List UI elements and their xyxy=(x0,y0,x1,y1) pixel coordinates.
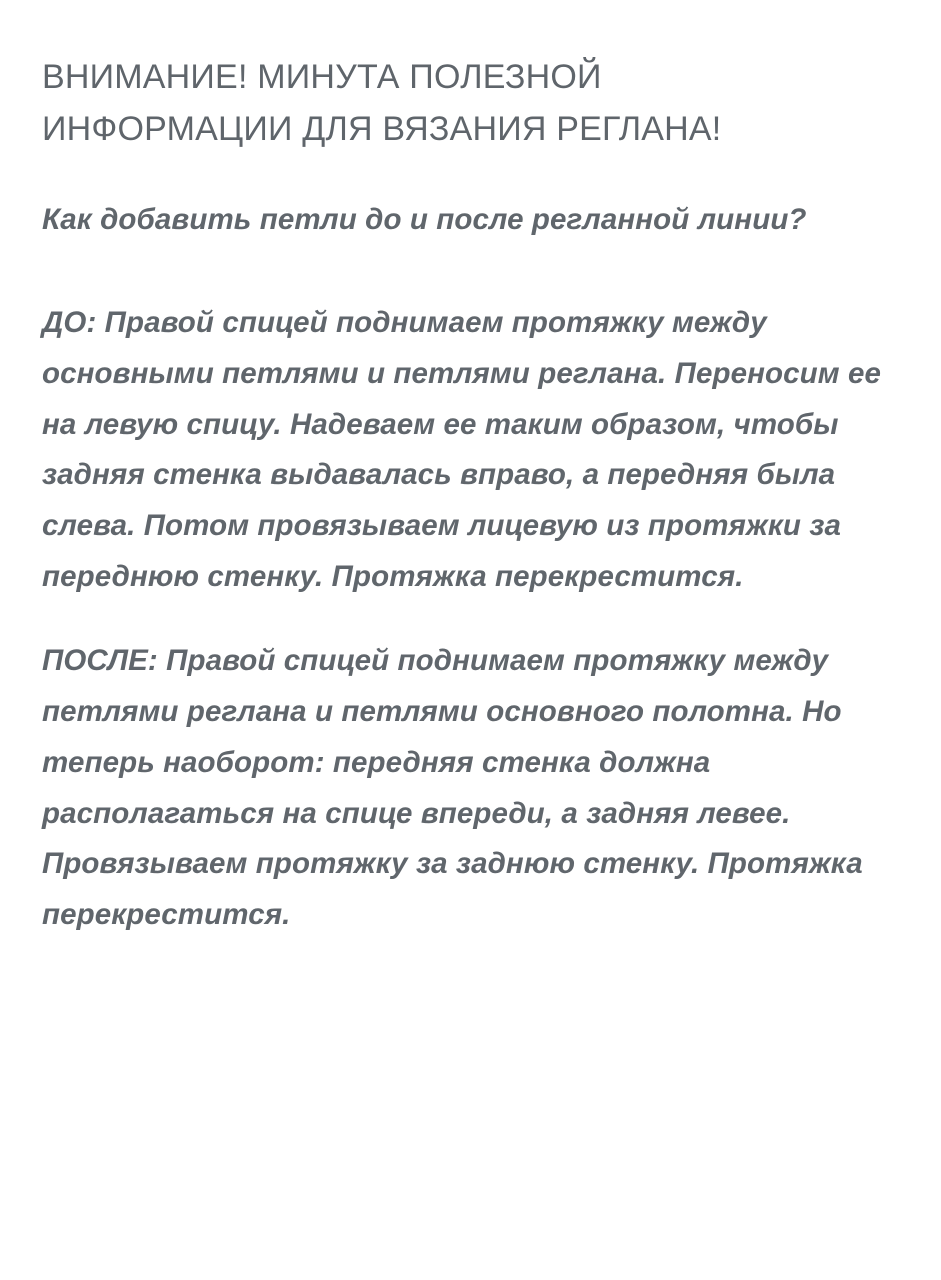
section-question: Как добавить петли до и после регланной линии? xyxy=(42,203,807,237)
paragraph-before: ДО: Правой спицей поднимаем протяжку между основными петлями и петлями реглана. Переносим ее на левую спицу. Надеваем ее таким образом, чтобы задняя стенка выдавалась вправо, а передняя была слева. Потом провязываем лицевую из протяжки за переднюю стенку. Протяжка перекрестится. xyxy=(42,306,881,593)
page-title: ВНИМАНИЕ! МИНУТА ПОЛЕЗНОЙ ИНФОРМАЦИИ ДЛЯ ВЯЗАНИЯ РЕГЛАНА! xyxy=(42,58,722,148)
paragraph-after: ПОСЛЕ: Правой спицей поднимаем протяжку между петлями реглана и петлями основного полотна. Но теперь наоборот: передняя стенка должна располагаться на спице впереди, а задняя левее. Провязываем протяжку за заднюю стенку. Протяжка перекрестится. xyxy=(42,644,863,932)
